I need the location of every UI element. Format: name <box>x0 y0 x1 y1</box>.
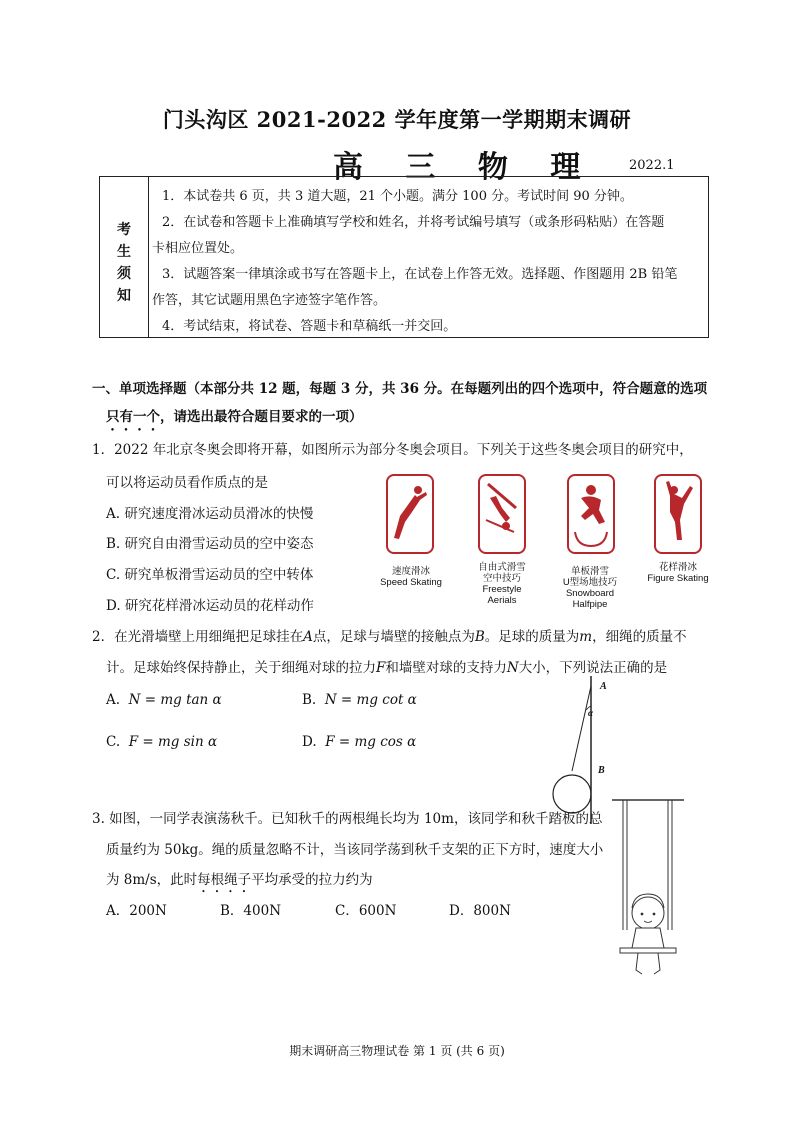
stem-text: 大小，下列说法正确的是 <box>518 660 668 676</box>
emphasis-text: 每根绳子 <box>197 872 252 888</box>
stem-text: 为 8m/s，此时 <box>106 872 198 888</box>
snowboard-halfpipe-icon <box>567 474 615 554</box>
var-f: F <box>376 660 386 676</box>
exam-title: 门头沟区 2021-2022 学年度第一学期期末调研 <box>162 107 632 132</box>
q2-option-d <box>302 734 416 750</box>
option-formula: F = mg sin α <box>128 734 218 750</box>
notice-label-char: 知 <box>117 288 131 304</box>
notice-label-char: 须 <box>117 266 131 282</box>
stem-text: 平均承受的拉力约为 <box>251 872 373 888</box>
page-footer: 期末调研高三物理试卷 第 1 页 (共 6 页) <box>289 1044 505 1058</box>
emphasis-text: 只有一个 <box>106 409 160 425</box>
var-a: A <box>303 629 313 645</box>
notice-line: 2．在试卷和答题卡上准确填写学校和姓名，并将考试编号填写（或条形码粘贴）在答题 <box>162 215 665 230</box>
sport-caption-en: Speed Skating <box>380 577 442 588</box>
sport-caption-en: Freestyle <box>482 584 522 595</box>
sport-caption-en: Aerials <box>487 595 517 606</box>
stem-text: 计。足球始终保持静止，关于细绳对球的拉力 <box>106 660 376 676</box>
var-m: m <box>579 629 593 645</box>
q3-option-d: D．800N <box>449 903 511 919</box>
sport-caption-cn: 花样滑冰 <box>658 562 697 573</box>
q3-option-b: B．400N <box>220 903 282 919</box>
exam-date: 2022.1 <box>629 158 675 173</box>
question-2-stem <box>92 625 687 645</box>
q1-option-d: D. 研究花样滑冰运动员的花样动作 <box>106 598 314 614</box>
sport-caption-cn: 速度滑冰 <box>391 566 430 577</box>
section-heading-cont <box>106 405 363 434</box>
q3-option-a: A．200N <box>106 903 167 919</box>
q2-option-c <box>106 734 217 750</box>
sport-caption-cn: 自由式滑雪 <box>478 562 526 573</box>
stem-text: 。足球的质量为 <box>484 629 580 645</box>
option-formula: F = mg cos α <box>325 734 417 750</box>
point-b-label: B <box>598 765 605 776</box>
q1-option-a: A. 研究速度滑冰运动员滑冰的快慢 <box>106 506 314 522</box>
option-label: A. <box>106 692 121 708</box>
sport-caption-en: Figure Skating <box>647 573 709 584</box>
question-1-stem: 1．2022 年北京冬奥会即将开幕，如图所示为部分冬奥会项目。下列关于这些冬奥会项目的研究中， <box>92 442 693 458</box>
option-label: C. <box>106 734 121 750</box>
ball-on-wall-diagram <box>545 676 605 824</box>
speed-skating-icon <box>386 474 434 554</box>
section-heading: 一、单项选择题（本部分共 12 题，每题 3 分，共 36 分。在每题列出的四个选项中，符合题意的选项 <box>92 381 708 397</box>
option-label: B. <box>302 692 317 708</box>
option-formula: N = mg tan α <box>128 692 222 708</box>
q2-option-a <box>106 692 222 708</box>
option-formula: N = mg cot α <box>324 692 417 708</box>
notice-line: 4．考试结束，将试卷、答题卡和草稿纸一并交回。 <box>162 319 457 334</box>
stem-text: 点，足球与墙壁的接触点为 <box>312 629 475 645</box>
angle-alpha-label: α <box>588 708 593 718</box>
var-b: B <box>474 629 485 645</box>
freestyle-aerials-icon <box>478 474 526 554</box>
sport-caption-en: Halfpipe <box>572 599 608 610</box>
notice-label-char: 生 <box>117 244 131 260</box>
q1-option-c: C. 研究单板滑雪运动员的空中转体 <box>106 567 314 583</box>
sport-caption <box>550 566 630 610</box>
question-1-stem-cont: 可以将运动员看作质点的是 <box>106 475 268 491</box>
sport-caption-cn: 空中技巧 <box>482 573 521 584</box>
section-heading-rest: ，请选出最符合题目要求的一项） <box>160 409 363 425</box>
notice-label <box>100 177 149 337</box>
sport-caption <box>462 562 542 606</box>
question-2-stem-cont <box>106 656 667 676</box>
sport-caption-en: Snowboard <box>565 588 615 599</box>
option-label: D. <box>302 734 317 750</box>
notice-label-char: 考 <box>117 222 131 238</box>
q1-option-b: B. 研究自由滑雪运动员的空中姿态 <box>106 536 314 552</box>
exam-notice-box <box>99 176 709 338</box>
var-n: N <box>506 660 519 676</box>
notice-line: 1．本试卷共 6 页，共 3 道大题，21 个小题。满分 100 分。考试时间 90 分钟。 <box>162 189 633 204</box>
sport-caption <box>372 566 450 588</box>
question-3-stem-cont <box>106 868 373 896</box>
question-3-stem: 3. 如图，一同学表演荡秋千。已知秋千的两根绳长均为 10m，该同学和秋千踏板的总 <box>92 811 603 827</box>
figure-skating-icon <box>654 474 702 554</box>
q3-option-c: C．600N <box>335 903 397 919</box>
point-a-label: A <box>600 681 607 692</box>
swing-girl-illustration <box>608 798 688 988</box>
stem-text: 2．在光滑墙壁上用细绳把足球挂在 <box>92 629 304 645</box>
q2-option-b <box>302 692 417 708</box>
notice-line: 卡相应位置处。 <box>152 241 244 256</box>
sport-caption-cn: 单板滑雪 <box>570 566 609 577</box>
notice-line: 3．试题答案一律填涂或书写在答题卡上，在试卷上作答无效。选择题、作图题用 2B 铅笔 <box>162 267 678 282</box>
stem-text: ，细绳的质量不 <box>592 629 687 645</box>
sport-caption-cn: U型场地技巧 <box>562 577 618 588</box>
stem-text: 和墙壁对球的支持力 <box>385 660 507 676</box>
sport-caption <box>638 562 718 584</box>
notice-line: 作答，其它试题用黑色字迹签字笔作答。 <box>152 293 387 308</box>
subject-title: 高 三 物 理 <box>333 150 597 185</box>
question-3-stem-cont: 质量约为 50kg。绳的质量忽略不计，当该同学荡到秋千支架的正下方时，速度大小 <box>106 842 604 858</box>
